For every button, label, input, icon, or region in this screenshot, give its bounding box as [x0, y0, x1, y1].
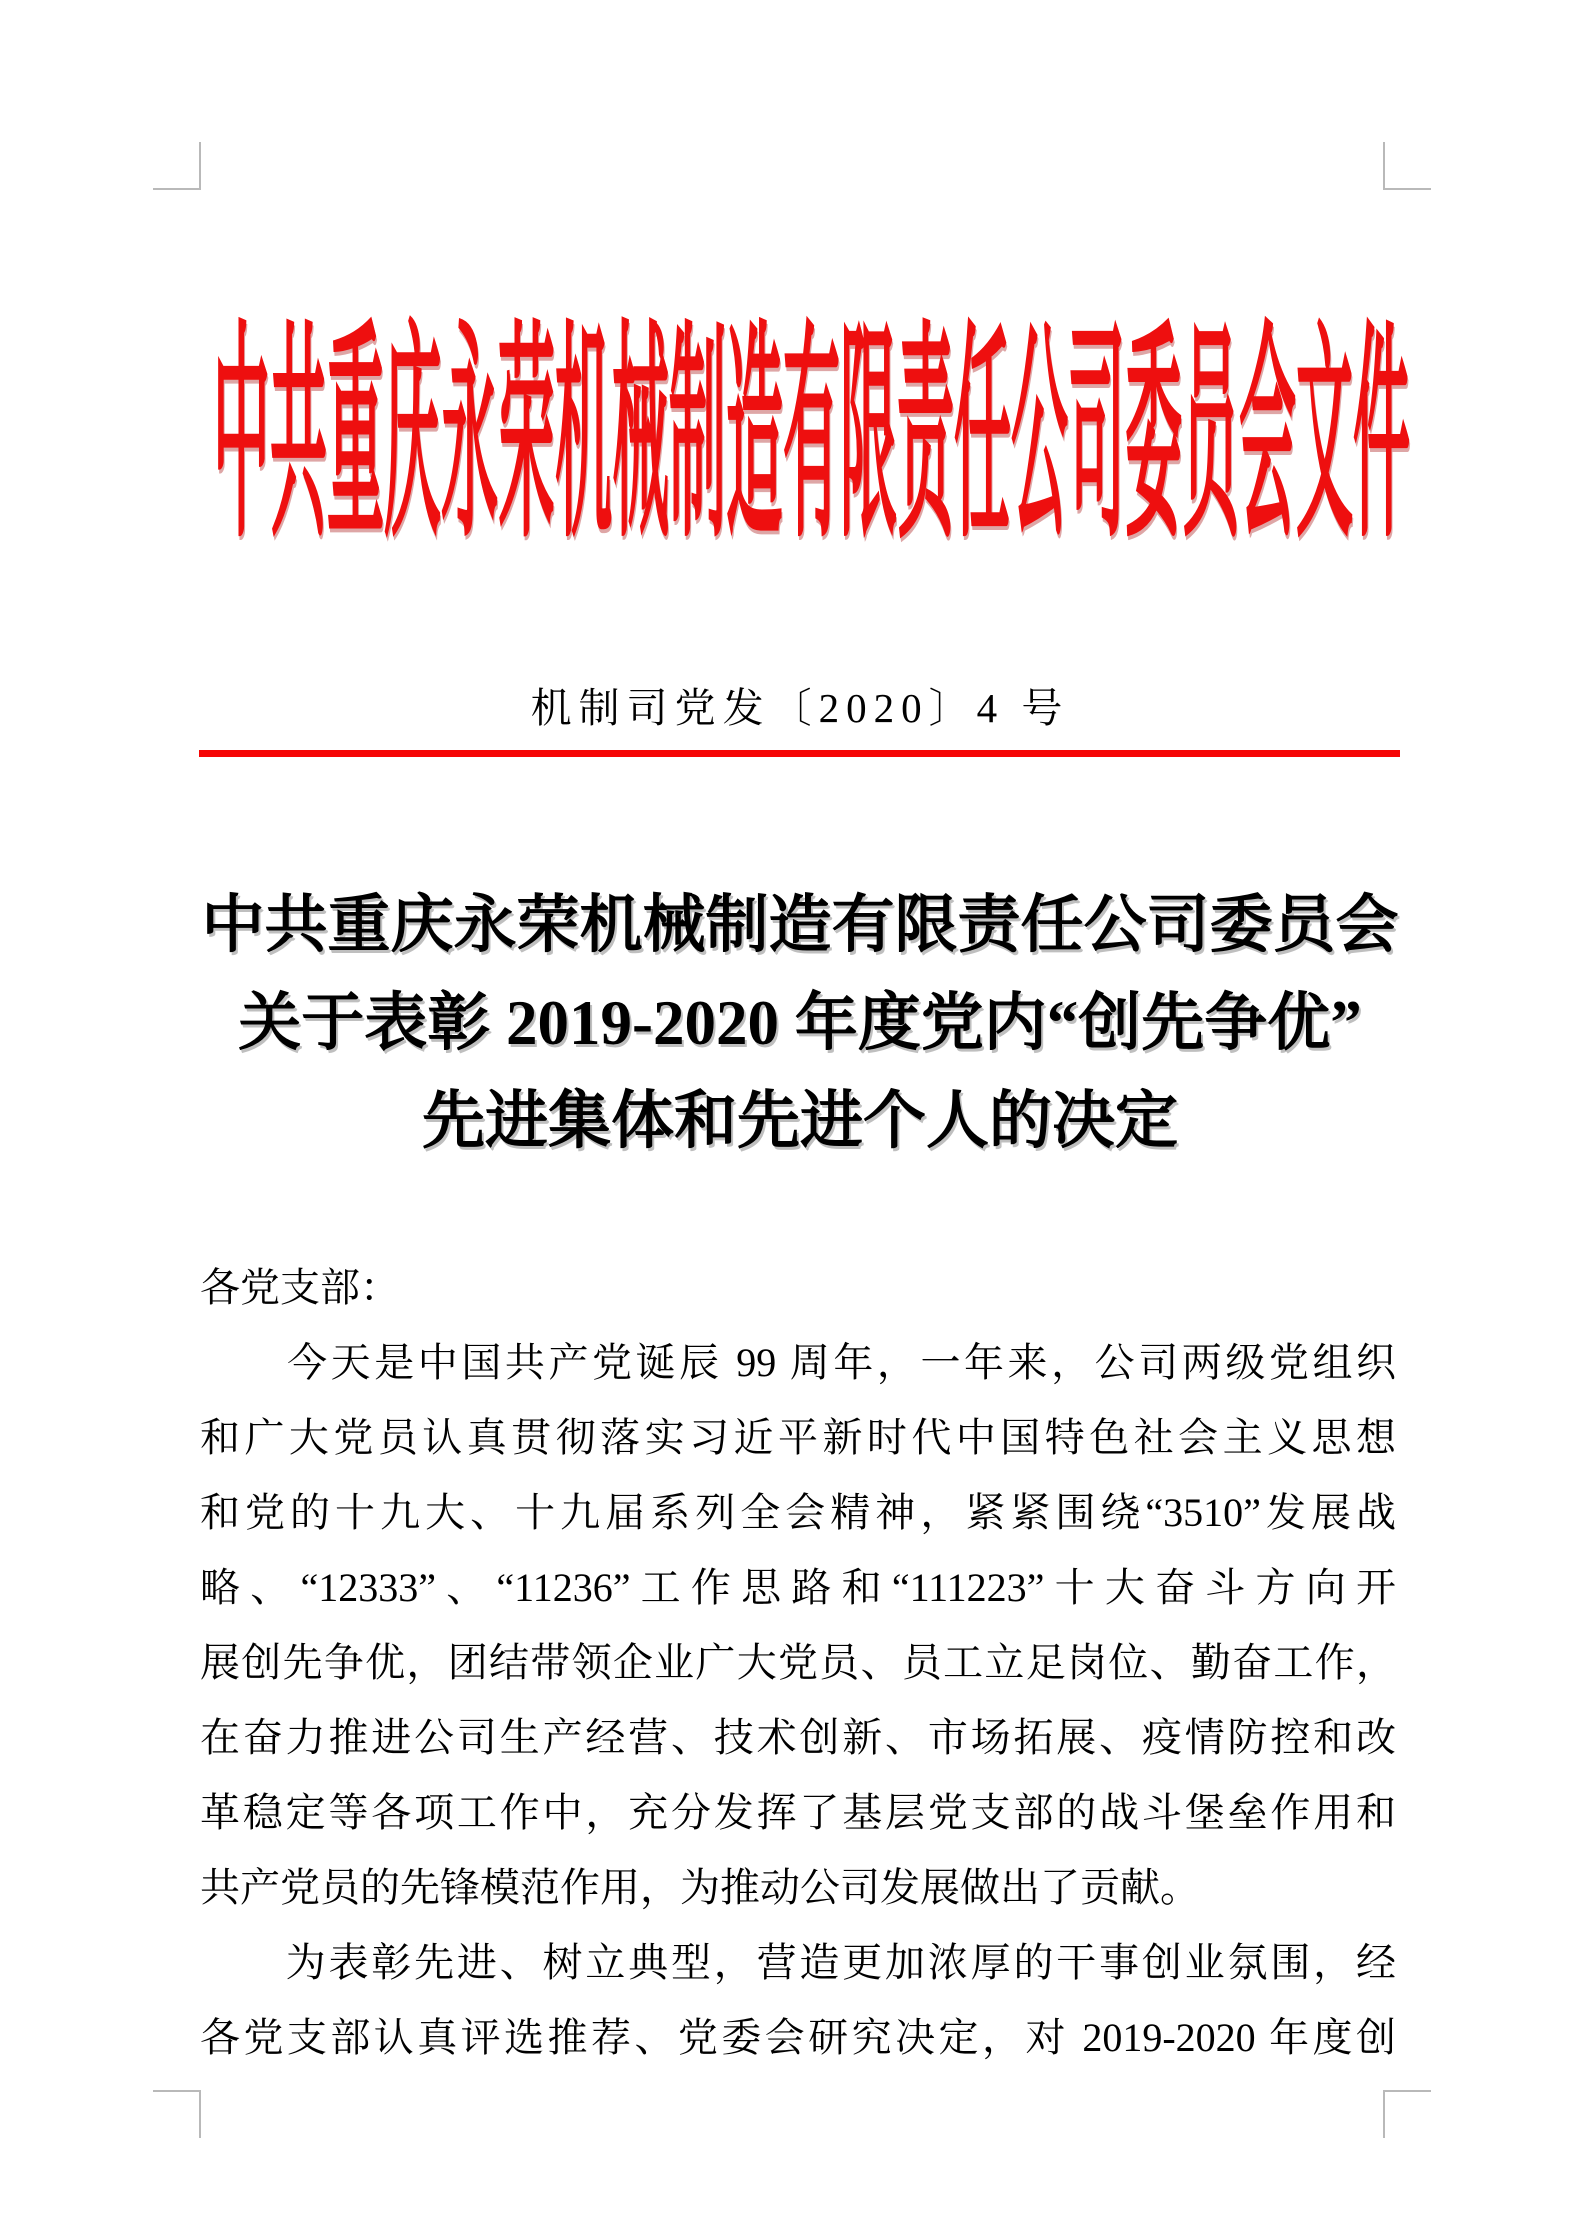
red-separator-line	[199, 750, 1400, 757]
salutation-line: 各党支部：	[200, 1265, 400, 1310]
document-title	[160, 876, 1440, 1170]
title-line-1: 中共重庆永荣机械制造有限责任公司委员会	[201, 890, 1399, 960]
body-line: 共产党员的先锋模范作用，为推动公司发展做出了贡献。	[200, 1865, 1200, 1910]
body-line: 在奋力推进公司生产经营、技术创新、市场拓展、疫情防控和改	[200, 1715, 1396, 1760]
body-line: 革稳定等各项工作中，充分发挥了基层党支部的战斗堡垒作用和	[200, 1790, 1396, 1835]
margin-mark-bottom-left	[153, 2090, 201, 2138]
body-line: 和党的十九大、十九届系列全会精神，紧紧围绕“3510”发展战	[200, 1490, 1396, 1535]
body-line: 今天是中国共产党诞辰 99 周年，一年来，公司两级党组织	[200, 1340, 1396, 1385]
body-line: 略、“12333”、“11236”工作思路和“111223”十大奋斗方向开	[200, 1565, 1396, 1610]
body-line: 和广大党员认真贯彻落实习近平新时代中国特色社会主义思想	[200, 1415, 1396, 1460]
letterhead-text: 中共重庆永荣机械制造有限责任公司委员会文件	[213, 310, 1410, 565]
body-line: 各党支部认真评选推荐、党委会研究决定，对 2019-2020 年度创	[200, 2015, 1396, 2060]
body-line: 为表彰先进、树立典型，营造更加浓厚的干事创业氛围，经	[200, 1940, 1396, 1985]
document-body	[200, 1250, 1396, 2075]
letterhead	[213, 310, 1579, 565]
body-line: 展创先争优，团结带领企业广大党员、员工立足岗位、勤奋工作，	[200, 1640, 1396, 1685]
margin-mark-top-right	[1383, 142, 1431, 190]
title-line-3: 先进集体和先进个人的决定	[422, 1086, 1178, 1156]
document-number: 机制司党发〔2020〕4 号	[530, 685, 1070, 731]
title-line-2: 关于表彰 2019-2020 年度党内“创先争优”	[238, 988, 1362, 1058]
margin-mark-bottom-right	[1383, 2090, 1431, 2138]
margin-mark-top-left	[153, 142, 201, 190]
